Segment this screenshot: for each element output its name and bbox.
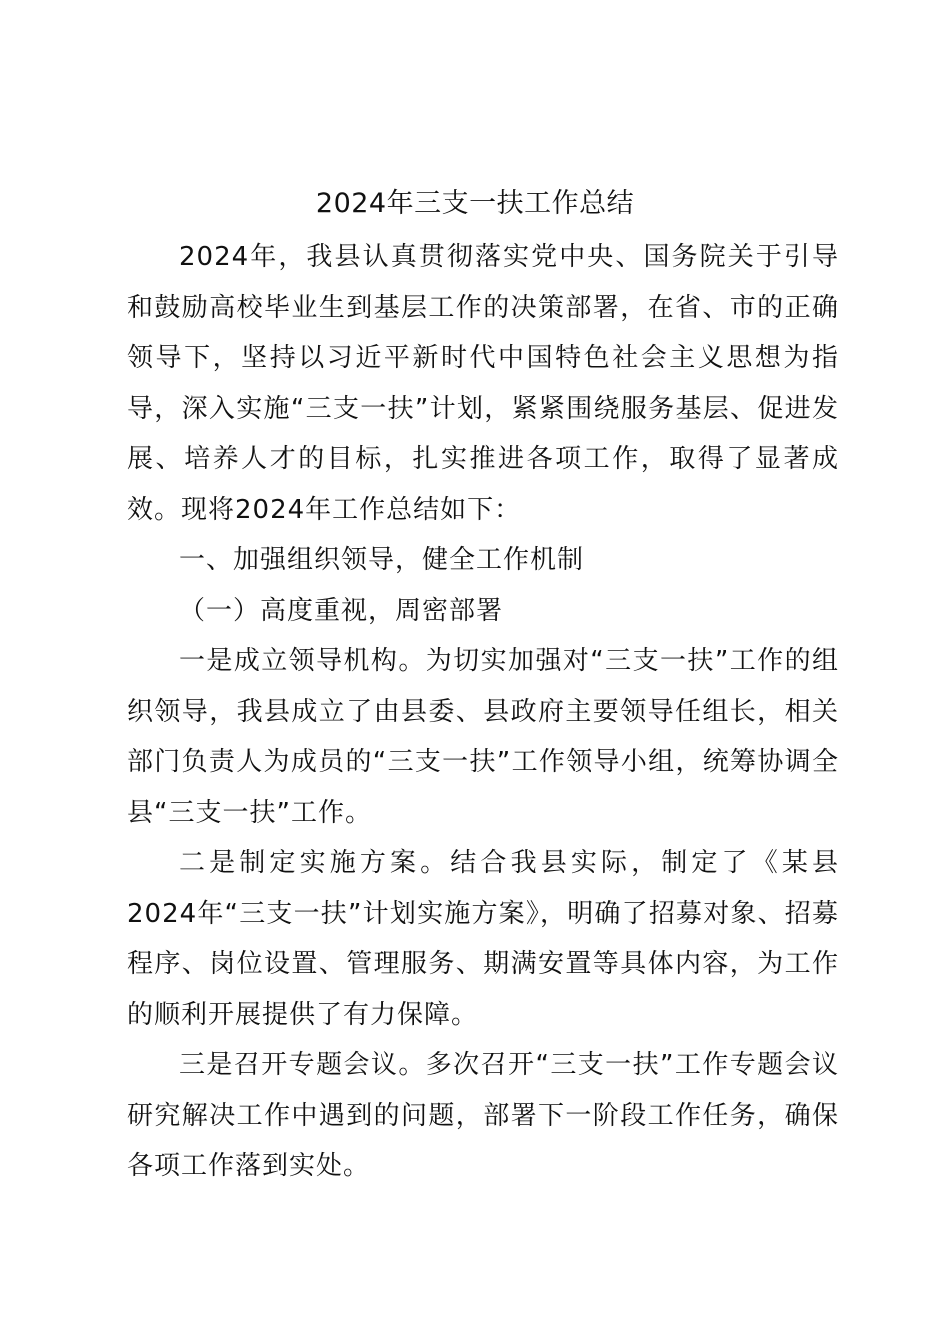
document-title: 2024年三支一扶工作总结 [315,188,635,219]
paragraph-implementation-plan: 二是制定实施方案。结合我县实际，制定了《某县2024年“三支一扶”计划实施方案》，明确了招募对象、招募程序、岗位设置、管理服务、期满安置等具体内容，为工作的顺利开展提供了有力保障。 [127,848,839,1030]
paragraph-special-meetings: 三是召开专题会议。多次召开“三支一扶”工作专题会议研究解决工作中遇到的问题，部署下一阶段工作任务，确保各项工作落到实处。 [127,1050,839,1181]
paragraph-leadership-body: 一是成立领导机构。为切实加强对“三支一扶”工作的组织领导，我县成立了由县委、县政府主要领导任组长，相关部门负责人为成员的“三支一扶”工作领导小组，统筹协调全县“三支一扶”工作。 [127,646,839,828]
subsection-heading-1: （一）高度重视，周密部署 [179,595,504,626]
intro-paragraph: 2024年，我县认真贯彻落实党中央、国务院关于引导和鼓励高校毕业生到基层工作的决策部署，在省、市的正确领导下，坚持以习近平新时代中国特色社会主义思想为指导，深入实施“三支一扶”计划，紧紧围绕服务基层、促进发展、培养人才的目标，扎实推进各项工作，取得了显著成效。现将2024年工作总结如下： [127,242,839,525]
document-body [127,232,839,1192]
section-heading-1: 一、加强组织领导，健全工作机制 [179,545,585,575]
